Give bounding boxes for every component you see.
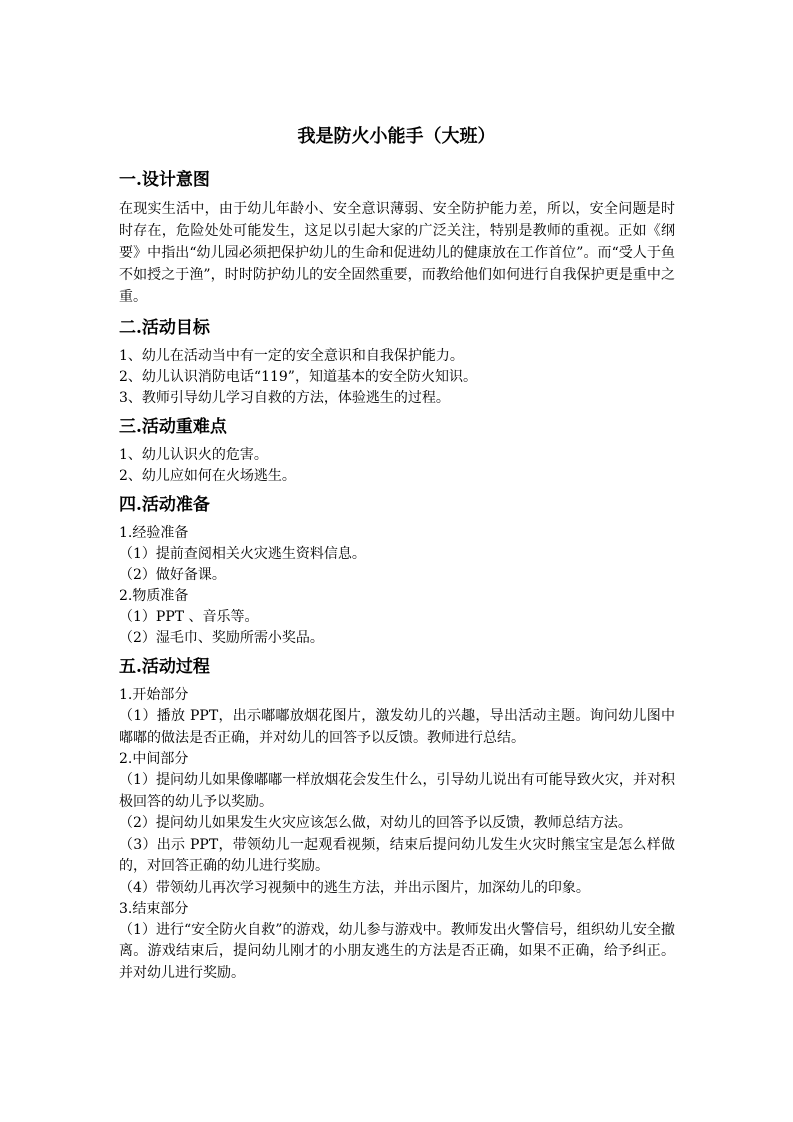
list-item: 3.结束部分 — [119, 900, 189, 917]
list-item: （2）湿毛巾、奖励所需小奖品。 — [119, 630, 324, 646]
list-item: 1.开始部分 — [119, 687, 189, 703]
list-item: （3）出示 PPT，带领幼儿一起观看视频，结束后提问幼儿发生火灾时熊宝宝是怎么样做的，对回答正确的幼儿进行奖励。 — [119, 836, 675, 874]
list-item: 1、幼儿认识火的危害。 — [119, 447, 268, 463]
list-item: 1、幼儿在活动当中有一定的安全意识和自我保护能力。 — [119, 348, 464, 364]
list-item: 2.中间部分 — [119, 751, 189, 767]
section-heading-process: 五.活动过程 — [119, 657, 210, 677]
list-item: 1.经验准备 — [119, 525, 189, 541]
list-item: （1）PPT 、音乐等。 — [119, 609, 259, 625]
list-item: 2、幼儿认识消防电话“119”，知道基本的安全防火知识。 — [119, 369, 477, 385]
list-item: （4）带领幼儿再次学习视频中的逃生方法，并出示图片，加深幼儿的印象。 — [119, 879, 590, 896]
list-item: （2）提问幼儿如果发生火灾应该怎么做，对幼儿的回答予以反馈，教师总结方法。 — [119, 815, 632, 831]
document-body — [119, 168, 675, 984]
list-item: 2、幼儿应如何在火场逃生。 — [119, 468, 296, 484]
list-item: （1）提前查阅相关火灾逃生资料信息。 — [119, 546, 366, 562]
section-heading-goals: 二.活动目标 — [119, 318, 210, 338]
document-title: 我是防火小能手（大班） — [297, 126, 496, 147]
design-intent-paragraph: 在现实生活中，由于幼儿年龄小、安全意识薄弱、安全防护能力差，所以，安全问题是时时存在，危险处处可能发生，这足以引起大家的广泛关注，特别是教师的重视。正如《纲要》中指出“幼儿园必须把保护幼儿的生命和促进幼儿的健康放在工作首位”。而“受人于鱼不如授之于渔”，时时防护幼儿的安全固然重要，而教给他们如何进行自我保护更是重中之重。 — [119, 201, 675, 305]
list-item: 3、教师引导幼儿学习自救的方法，体验逃生的过程。 — [119, 390, 450, 406]
list-item: （1）播放 PPT，出示嘟嘟放烟花图片，激发幼儿的兴趣，导出活动主题。询问幼儿图中嘟嘟的做法是否正确，并对幼儿的回答予以反馈。教师进行总结。 — [119, 708, 675, 746]
list-item: 2.物质准备 — [119, 588, 189, 604]
list-item: （1）进行“安全防火自救”的游戏，幼儿参与游戏中。教师发出火警信号，组织幼儿安全撤离。游戏结束后，提问幼儿刚才的小朋友逃生的方法是否正确，如果不正确，给予纠正。并对幼儿进行奖励。 — [119, 921, 675, 981]
list-item: （1）提问幼儿如果像嘟嘟一样放烟花会发生什么，引导幼儿说出有可能导致火灾，并对积极回答的幼儿予以奖励。 — [119, 772, 675, 810]
section-heading-design-intent: 一.设计意图 — [119, 170, 210, 190]
list-item: （2）做好备课。 — [119, 567, 226, 583]
section-heading-preparation: 四.活动准备 — [119, 495, 210, 515]
section-heading-key-points: 三.活动重难点 — [119, 417, 227, 437]
